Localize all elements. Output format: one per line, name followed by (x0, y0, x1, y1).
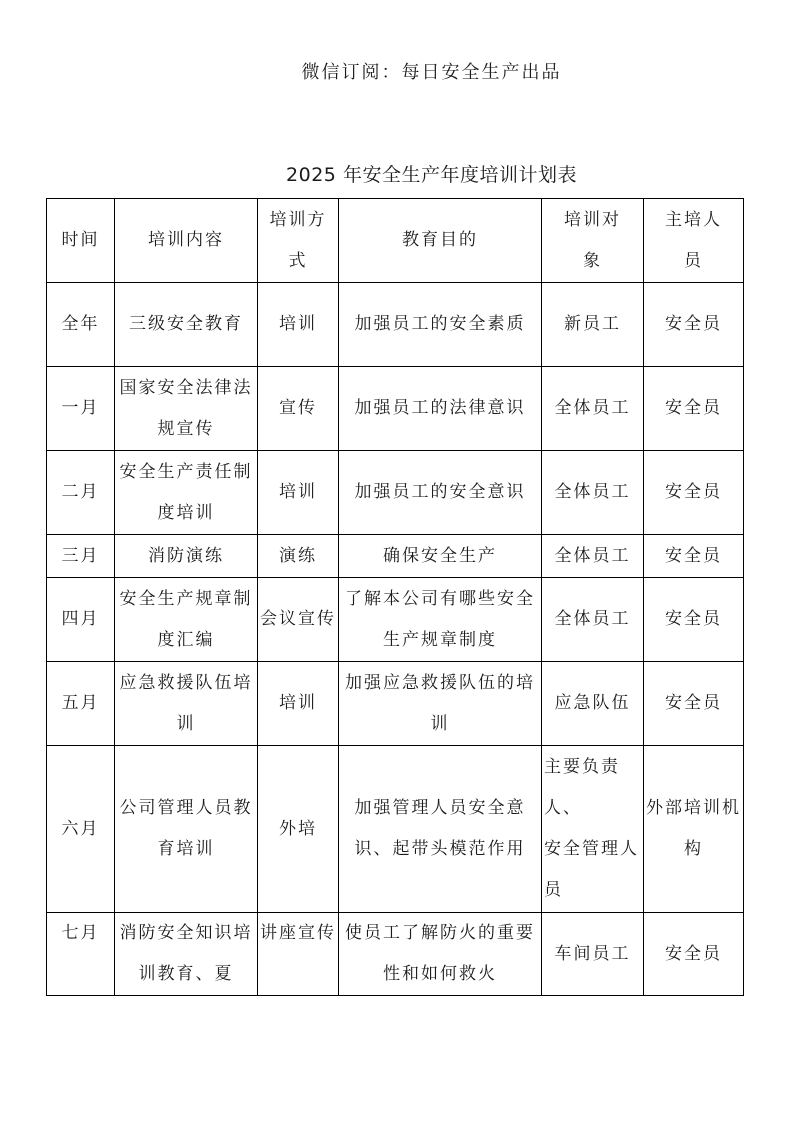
cell-content: 国家安全法律法规宣传 (115, 367, 258, 451)
header-purpose: 教育目的 (339, 199, 542, 283)
cell-purpose: 了解本公司有哪些安全生产规章制度 (339, 578, 542, 662)
cell-method: 培训 (258, 451, 339, 535)
cell-content: 应急救援队伍培训 (115, 662, 258, 746)
table-row (47, 913, 744, 996)
cell-trainer: 安全员 (644, 535, 744, 578)
cell-content: 公司管理人员教育培训 (115, 746, 258, 913)
cell-time: 二月 (47, 451, 115, 535)
table-row (47, 367, 744, 451)
cell-time: 四月 (47, 578, 115, 662)
cell-audience: 全体员工 (542, 367, 644, 451)
cell-method: 宣传 (258, 367, 339, 451)
cell-purpose: 加强员工的安全素质 (339, 283, 542, 367)
cell-trainer: 安全员 (644, 451, 744, 535)
cell-trainer: 安全员 (644, 662, 744, 746)
cell-purpose: 确保安全生产 (339, 535, 542, 578)
cell-content: 安全生产责任制度培训 (115, 451, 258, 535)
cell-time: 全年 (47, 283, 115, 367)
subscribe-note: 微信订阅：每日安全生产出品 (301, 62, 562, 83)
cell-time: 一月 (47, 367, 115, 451)
cell-trainer: 安全员 (644, 367, 744, 451)
cell-purpose: 加强应急救援队伍的培训 (339, 662, 542, 746)
cell-content: 消防演练 (115, 535, 258, 578)
cell-trainer: 安全员 (644, 913, 744, 996)
header-audience: 培训对 象 (542, 199, 644, 283)
cell-audience: 全体员工 (542, 578, 644, 662)
cell-purpose: 加强管理人员安全意识、起带头模范作用 (339, 746, 542, 913)
table-row (47, 746, 744, 913)
table-row (47, 451, 744, 535)
cell-audience: 车间员工 (542, 913, 644, 996)
cell-content-text: 消防安全知识培训教育、夏 (119, 923, 253, 984)
cell-time: 五月 (47, 662, 115, 746)
cell-content: 三级安全教育 (115, 283, 258, 367)
header-method: 培训方 式 (258, 199, 339, 283)
table-row (47, 578, 744, 662)
cell-audience: 全体员工 (542, 451, 644, 535)
table-header-row (47, 199, 744, 283)
cell-method: 会议宣传 (258, 578, 339, 662)
table-row (47, 283, 744, 367)
cell-purpose: 加强员工的安全意识 (339, 451, 542, 535)
document-title: 2025 年安全生产年度培训计划表 (286, 164, 577, 186)
cell-audience: 全体员工 (542, 535, 644, 578)
cell-method: 演练 (258, 535, 339, 578)
header-time: 时间 (47, 199, 115, 283)
cell-method: 培训 (258, 283, 339, 367)
cell-trainer: 外部培训机构 (644, 746, 744, 913)
cell-content (115, 913, 258, 996)
cell-method: 外培 (258, 746, 339, 913)
cell-time: 三月 (47, 535, 115, 578)
cell-purpose: 使员工了解防火的重要性和如何救火 (339, 913, 542, 996)
table-row (47, 535, 744, 578)
header-content: 培训内容 (115, 199, 258, 283)
cell-trainer: 安全员 (644, 283, 744, 367)
cell-audience: 主要负责人、 安全管理人员 (542, 746, 644, 913)
cell-method: 培训 (258, 662, 339, 746)
cell-purpose: 加强员工的法律意识 (339, 367, 542, 451)
header-trainer: 主培人 员 (644, 199, 744, 283)
cell-audience: 新员工 (542, 283, 644, 367)
training-plan-table (46, 198, 744, 996)
cell-time: 七月 (47, 913, 115, 996)
table-row (47, 662, 744, 746)
cell-content: 安全生产规章制度汇编 (115, 578, 258, 662)
cell-method: 讲座宣传 (258, 913, 339, 996)
cell-trainer: 安全员 (644, 578, 744, 662)
cell-time: 六月 (47, 746, 115, 913)
cell-audience: 应急队伍 (542, 662, 644, 746)
